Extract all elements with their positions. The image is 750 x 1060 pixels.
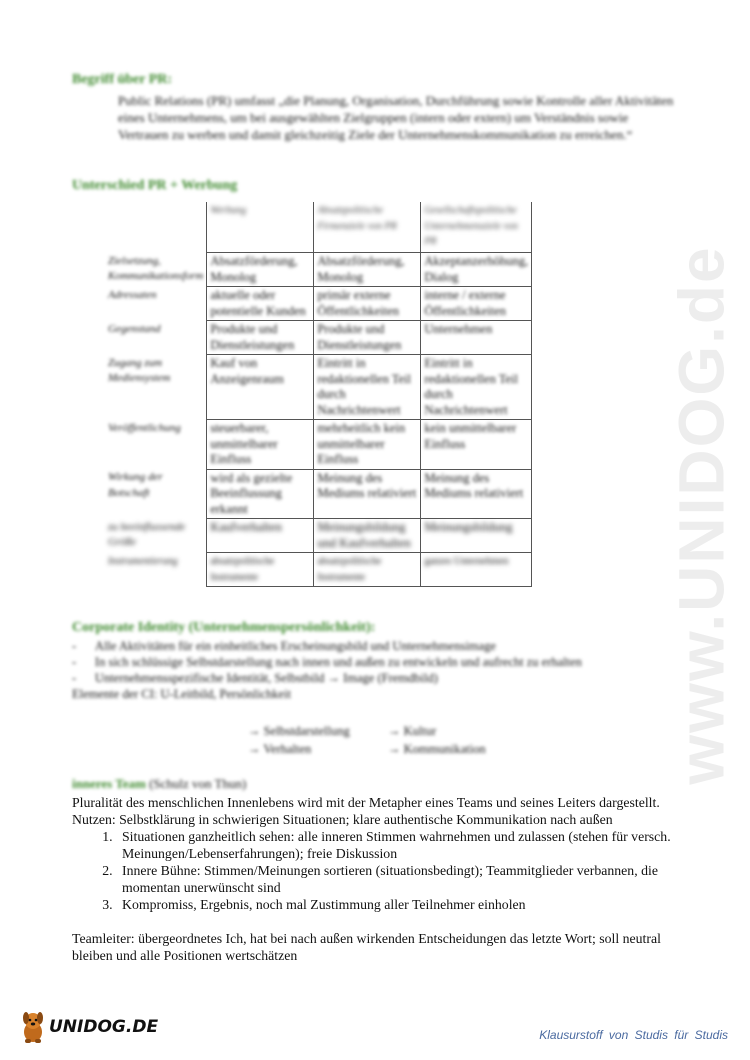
table-cell: Produkte und Dienstleistungen bbox=[314, 321, 421, 355]
footer-tagline: Klausurstoff von Studis für Studis bbox=[539, 1028, 728, 1042]
ci-elements-line: Elemente der CI: U-Leitbild, Persönlichkeit bbox=[72, 687, 292, 701]
row-label: Wirkung der Botschaft bbox=[108, 471, 163, 499]
inneres-team-title: inneres Team bbox=[72, 776, 146, 791]
section-heading-inneres-team bbox=[72, 776, 246, 792]
list-item: 3. Kompromiss, Ergebnis, noch mal Zustimmung aller Teilnehmer einholen bbox=[116, 896, 682, 913]
table-row bbox=[108, 553, 532, 587]
list-item-text: Unternehmensspezifische Identität, Selbstbild → Image (Fremdbild) bbox=[94, 671, 438, 685]
table-row bbox=[108, 519, 532, 553]
watermark bbox=[666, 245, 738, 785]
table-cell: Absatzförderung, Monolog bbox=[207, 253, 314, 287]
table-cell: ganzes Unternehmen bbox=[421, 553, 532, 587]
list-item-text: In sich schlüssige Selbstdarstellung nach innen und außen zu entwickeln und aufrecht zu erhalten bbox=[94, 655, 582, 669]
table-cell: Unternehmen bbox=[421, 321, 532, 355]
table-row bbox=[108, 253, 532, 287]
logo-text: UNIDOG.DE bbox=[49, 1017, 159, 1037]
arrow-item: → Kultur bbox=[388, 724, 437, 738]
dog-icon bbox=[20, 1010, 46, 1044]
list-item: 2. Innere Bühne: Stimmen/Meinungen sortieren (situationsbedingt); Teammitglieder verbannen, die momentan unerwünscht sind bbox=[116, 862, 682, 896]
table-cell: mehrheitlich kein unmittelbarer Einfluss bbox=[314, 420, 421, 470]
list-item: 1. Situationen ganzheitlich sehen: alle inneren Stimmen wahrnehmen und zulassen (stehen für versch. Meinungen/Lebenserfahrungen); freie Diskussion bbox=[116, 828, 682, 862]
table-row bbox=[108, 420, 532, 470]
table-cell: steuerbarer, unmittelbarer Einfluss bbox=[207, 420, 314, 470]
list-item-text: Alle Aktivitäten für ein einheitliches Erscheinungsbild und Unternehmensimage bbox=[94, 639, 496, 653]
inneres-team-nutzen: Nutzen: Selbstklärung in schwierigen Situationen; klare authentische Kommunikation nach außen bbox=[72, 812, 613, 827]
list-item: - Alle Aktivitäten für ein einheitliches Erscheinungsbild und Unternehmensimage bbox=[72, 639, 496, 653]
arrow-item: → Selbstdarstellung bbox=[248, 724, 350, 738]
section-heading-corporate-identity: Corporate Identity (Unternehmenspersönlichkeit): bbox=[72, 620, 376, 635]
row-label: Zugang zum Mediensystem bbox=[108, 356, 171, 384]
row-label: Adressaten bbox=[108, 288, 157, 301]
table-cell: kein unmittelbarer Einfluss bbox=[421, 420, 532, 470]
table-cell: Produkte und Dienstleistungen bbox=[207, 321, 314, 355]
row-label: Gegenstand bbox=[108, 322, 161, 335]
column-header: Absatzpolitische Firmenziele von PR bbox=[314, 202, 421, 253]
table-cell: Meinungsbildung und Kaufverhalten bbox=[314, 519, 421, 553]
watermark-text: www.UNIDOG.de bbox=[666, 245, 738, 785]
table-row bbox=[108, 355, 532, 420]
table-cell: wird als gezielte Beeinflussung erkannt bbox=[207, 469, 314, 519]
list-item: - Unternehmensspezifische Identität, Selbstbild → Image (Fremdbild) bbox=[72, 671, 438, 685]
table-header-row bbox=[108, 202, 532, 253]
table-row bbox=[108, 469, 532, 519]
table-cell: Akzeptanzerhöhung, Dialog bbox=[421, 253, 532, 287]
ci-bullet-list bbox=[72, 638, 632, 702]
inneres-team-steps bbox=[72, 828, 682, 913]
ci-elements-arrows bbox=[248, 722, 486, 758]
row-label: zu beeinflussende Größe bbox=[108, 520, 186, 548]
table-cell: absatzpolitische Instrumente bbox=[207, 553, 314, 587]
inneres-team-source: (Schulz von Thun) bbox=[149, 776, 247, 791]
table-cell: Eintritt in redaktionellen Teil durch Nachrichtenwert bbox=[314, 355, 421, 420]
section-heading-pr-definition: Begriff über PR: bbox=[72, 72, 173, 87]
inneres-team-intro: Pluralität des menschlichen Innenlebens wird mit der Metapher eines Teams und seines Leiters dargestellt. bbox=[72, 795, 660, 810]
table-cell: Meinungsbildung bbox=[421, 519, 532, 553]
comparison-table bbox=[108, 202, 532, 587]
unidog-logo bbox=[20, 1010, 158, 1044]
table-row bbox=[108, 321, 532, 355]
table-cell: primär externe Öffentlichkeiten bbox=[314, 287, 421, 321]
table-cell: absatzpolitische Instrumente bbox=[314, 553, 421, 587]
pr-definition-text: Public Relations (PR) umfasst „die Planung, Organisation, Durchführung sowie Kontrolle aller Aktivitäten eines Unternehmens, um bei ausgewählten Zielgruppen (intern oder extern) um Verständnis sowie Vertrauen zu werben und damit gleichzeitig Ziele der Unternehmenskommunikation zu erreichen.“ bbox=[118, 93, 674, 142]
table-cell: Absatzförderung, Monolog bbox=[314, 253, 421, 287]
column-header: Gesellschaftspolitische Unternehmensziele von PR bbox=[421, 202, 532, 253]
table-cell: Eintritt in redaktionellen Teil durch Nachrichtenwert bbox=[421, 355, 532, 420]
table-row bbox=[108, 287, 532, 321]
table-cell: Kauf von Anzeigenraum bbox=[207, 355, 314, 420]
section-heading-pr-vs-werbung: Unterschied PR + Werbung bbox=[72, 178, 238, 193]
table-cell: Meinung des Mediums relativiert bbox=[421, 469, 532, 519]
column-header: Werbung bbox=[207, 202, 314, 253]
table-cell: Meinung des Mediums relativiert bbox=[314, 469, 421, 519]
row-label: Zielsetzung, Kommunikationsform bbox=[108, 254, 204, 282]
table-cell: Kaufverhalten bbox=[207, 519, 314, 553]
list-item: - In sich schlüssige Selbstdarstellung nach innen und außen zu entwickeln und aufrecht zu erhalten bbox=[72, 655, 582, 669]
arrow-item: → Verhalten bbox=[248, 742, 312, 756]
teamleiter-text: Teamleiter: übergeordnetes Ich, hat bei nach außen wirkenden Entscheidungen das letzte Wort; soll neutral bleiben und alle Positionen wertschätzen bbox=[72, 931, 661, 963]
row-label: Instrumentierung bbox=[108, 555, 178, 567]
row-label: Veröffentlichung bbox=[108, 421, 181, 434]
inneres-team-body bbox=[72, 794, 682, 964]
table-cell: aktuelle oder potentielle Kunden bbox=[207, 287, 314, 321]
table-corner bbox=[108, 202, 207, 253]
arrow-item: → Kommunikation bbox=[388, 742, 486, 756]
table-cell: interne / externe Öffentlichkeiten bbox=[421, 287, 532, 321]
